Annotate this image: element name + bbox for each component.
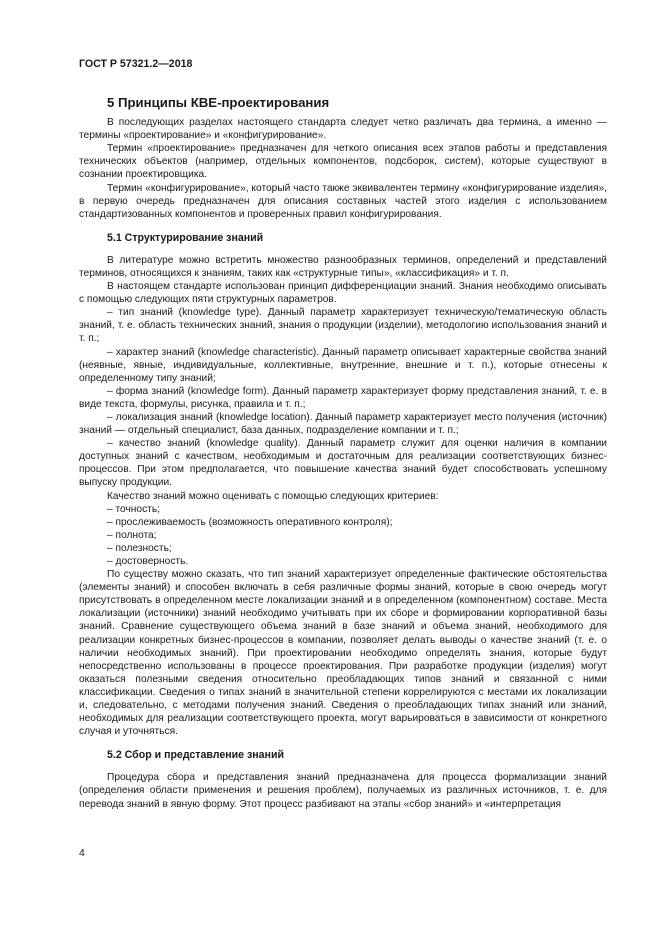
section-5-1-paragraph: В литературе можно встретить множество разнообразных терминов, определений и представлений терминов, относящихся к знаниям, таких как «структурные типы», «классификация» и т. п. [79,254,607,279]
standard-header: ГОСТ Р 57321.2—2018 [79,58,193,70]
parameter-item: – тип знаний (knowledge type). Данный параметр характеризует техническую/тематическую область знаний, т. е. область технических знаний, знания о продукции (изделии), методологию использования знаний и т. п.; [79,307,607,345]
section-5-paragraph: Термин «проектирование» предназначен для четкого описания всех этапов работы и представления технических объектов (например, отдельных компонентов, подсборок, систем), которые существуют в сознании проектировщика. [79,143,607,181]
criteria-item: – достоверность. [107,556,189,567]
parameter-item: – характер знаний (knowledge characteristic). Данный параметр описывает характерные свойства знаний (неявные, явные, индивидуальные, коллективные, внутренние, внешние и т. п.), которые отнесены к определенному типу знаний; [79,346,607,384]
criteria-item: – полнота; [107,529,157,541]
criteria-item: – точность; [107,503,160,515]
section-5-paragraph: В последующих разделах настоящего стандарта следует четко различать два термина, а именно — термины «проектирование» и «конфигурирование». [79,117,607,142]
parameter-item: – форма знаний (knowledge form). Данный параметр характеризует форму представления знаний, т. е. в виде текста, формулы, рисунка, правила и т. п.; [79,385,607,410]
criteria-item: – прослеживаемость (возможность оперативного контроля); [107,516,393,528]
page-number: 4 [79,848,85,859]
criteria-item: – полезность; [107,542,172,554]
section-5-2-paragraph: Процедура сбора и представления знаний предназначена для процесса формализации знаний (определения области применения и решения проблем), получаемых из различных источников, т. е. для перевода знаний в явную форму. Этот процесс разбивают на этапы «сбор знаний» и «интерпретация [79,772,607,810]
section-5-2-title: 5.2 Сбор и представление знаний [107,749,284,762]
section-5-1-paragraph: В настоящем стандарте использован принцип дифференциации знаний. Знания необходимо описывать с помощью следующих пяти структурных параметров. [79,281,607,306]
section-5-title: 5 Принципы КВЕ-проектирования [107,95,330,111]
section-5-1-summary: По существу можно сказать, что тип знаний характеризует определенные фактические обстоятельства (элементы знаний) и способен включать в себя различные формы знаний, которые в свою очередь могут присутствовать в определенном месте локализации знаний и в определенном (компонентном) составе. Места локализации (источники) знаний необходимо учитывать при их сборе и формировании корпоративной базы знаний. Сравнение существующего объема знаний в базе знаний и объема знаний, необходимого для реализации конкретных бизнес-процессов в компании, позволяет делать выводы о качестве знаний (т. е. о наличии необходимых знаний). При проектировании необходимо определять знания, которые будут непосредственно использованы в процессе проектирования. При разработке продукции (изделия) могут оказаться полезными сведения относительно преобладающих типов знаний и связанной с ними классификации. Сведения о типах знаний в значительной степени коррелируются с местами их локализации и, следовательно, с методами получения знаний. Сведения о преобладающих типах знаний или знаний, необходимых для реализации соответствующего проекта, могут варьироваться в зависимости от конкретного случая и уточняться. [79,569,607,738]
criteria-intro: Качество знаний можно оценивать с помощью следующих критериев: [107,490,439,502]
section-5-paragraph: Термин «конфигурирование», который часто также эквивалентен термину «конфигурирование изделия», в первую очередь предназначен для описания составных частей этого изделия с использованием стандартизованных компонентов и проверенных правил конфигурирования. [79,182,607,220]
parameter-item: – локализация знаний (knowledge location). Данный параметр характеризует место получения (источник) знаний — отдельный специалист, база данных, подразделение компании и т. п.; [79,411,607,437]
section-5-1-title: 5.1 Структурирование знаний [107,231,264,244]
parameter-item: – качество знаний (knowledge quality). Данный параметр служит для оценки наличия в компании доступных знаний с качеством, необходимым и достаточным для реализации соответствующих бизнес-процессов. При этом предполагается, что повышение качества знаний будет способствовать успешному выпуску продукции. [79,438,607,489]
document-page [79,58,607,811]
